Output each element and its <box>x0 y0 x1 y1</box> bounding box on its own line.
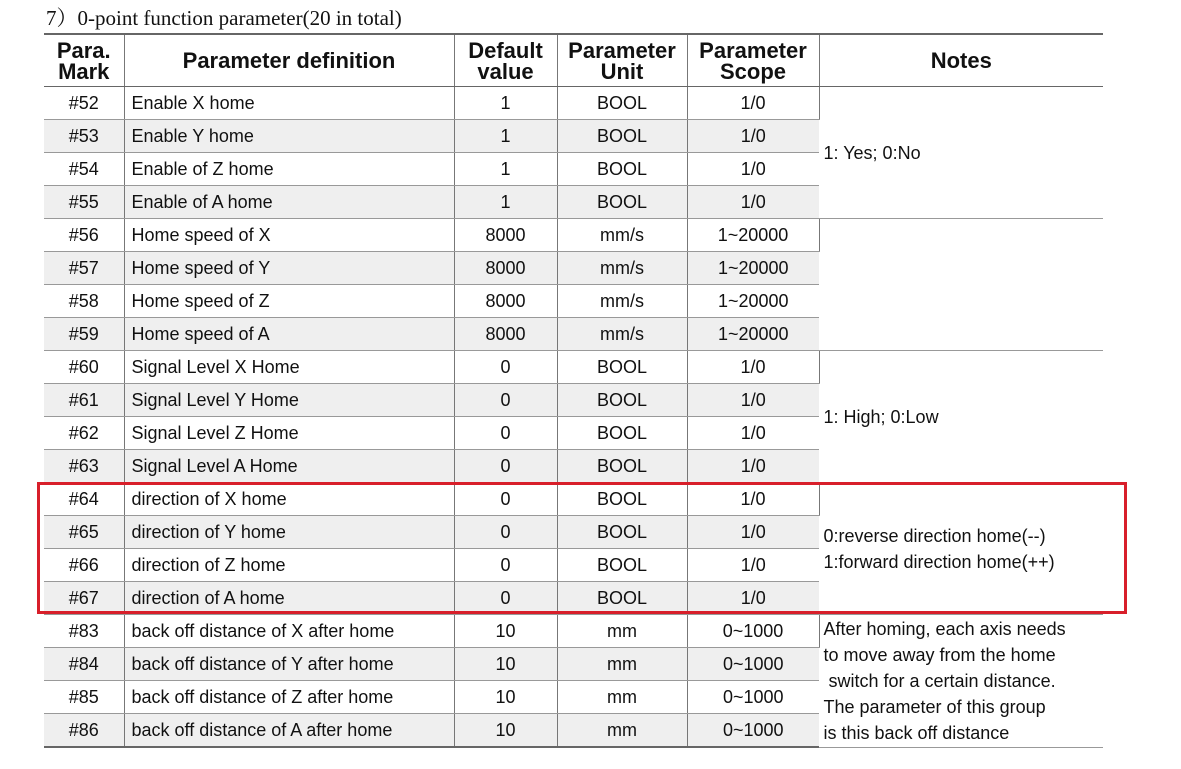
param-mark: #55 <box>44 186 124 219</box>
param-scope: 1/0 <box>687 450 819 483</box>
param-notes <box>819 351 1103 483</box>
param-scope: 1/0 <box>687 582 819 615</box>
param-scope: 1/0 <box>687 351 819 384</box>
note-line: The parameter of this group <box>823 696 1046 717</box>
note-line: 1: High; 0:Low <box>823 406 939 427</box>
header-definition: Parameter definition <box>124 34 454 87</box>
param-mark: #64 <box>44 483 124 516</box>
param-definition: Home speed of X <box>124 219 454 252</box>
param-unit: mm <box>557 714 687 748</box>
param-mark: #65 <box>44 516 124 549</box>
param-definition: back off distance of Y after home <box>124 648 454 681</box>
param-unit: BOOL <box>557 351 687 384</box>
param-scope: 0~1000 <box>687 681 819 714</box>
param-definition: direction of Y home <box>124 516 454 549</box>
param-notes <box>819 87 1103 219</box>
param-mark: #85 <box>44 681 124 714</box>
param-scope: 1/0 <box>687 186 819 219</box>
param-scope: 1~20000 <box>687 252 819 285</box>
param-definition: direction of A home <box>124 582 454 615</box>
param-default-value: 1 <box>454 120 557 153</box>
note-line: is this back off distance <box>823 722 1010 743</box>
param-scope: 1/0 <box>687 153 819 186</box>
param-definition: Signal Level X Home <box>124 351 454 384</box>
param-unit: BOOL <box>557 582 687 615</box>
param-unit: mm/s <box>557 318 687 351</box>
param-scope: 1~20000 <box>687 219 819 252</box>
param-scope: 0~1000 <box>687 648 819 681</box>
table-row <box>44 87 1103 120</box>
param-definition: direction of X home <box>124 483 454 516</box>
header-default-line-1: Default <box>468 37 543 63</box>
header-mark-line-1: Para. <box>56 37 111 63</box>
param-default-value: 0 <box>454 351 557 384</box>
param-mark: #63 <box>44 450 124 483</box>
param-default-value: 0 <box>454 417 557 450</box>
param-unit: BOOL <box>557 153 687 186</box>
param-definition: Enable X home <box>124 87 454 120</box>
header-unit <box>557 34 687 87</box>
header-unit-line-1: Parameter <box>568 37 676 63</box>
param-definition: Enable of Z home <box>124 153 454 186</box>
param-definition: direction of Z home <box>124 549 454 582</box>
param-definition: Home speed of A <box>124 318 454 351</box>
param-unit: BOOL <box>557 450 687 483</box>
param-unit: mm <box>557 681 687 714</box>
param-unit: BOOL <box>557 417 687 450</box>
param-unit: mm <box>557 648 687 681</box>
param-default-value: 8000 <box>454 252 557 285</box>
param-scope: 1/0 <box>687 417 819 450</box>
note-line: switch for a certain distance. <box>823 670 1056 691</box>
param-unit: mm/s <box>557 219 687 252</box>
param-mark: #86 <box>44 714 124 748</box>
note-line: 1: Yes; 0:No <box>823 142 921 163</box>
param-default-value: 0 <box>454 549 557 582</box>
table-row <box>44 615 1103 648</box>
header-default <box>454 34 557 87</box>
table-body <box>44 87 1103 748</box>
param-mark: #60 <box>44 351 124 384</box>
header-scope-line-2: Scope <box>719 58 787 84</box>
param-mark: #61 <box>44 384 124 417</box>
param-default-value: 0 <box>454 483 557 516</box>
param-default-value: 0 <box>454 384 557 417</box>
param-notes <box>819 615 1103 748</box>
header-scope-line-1: Parameter <box>699 37 807 63</box>
param-unit: mm <box>557 615 687 648</box>
param-default-value: 10 <box>454 648 557 681</box>
note-line: 1:forward direction home(++) <box>823 551 1055 572</box>
param-scope: 1/0 <box>687 516 819 549</box>
param-default-value: 8000 <box>454 318 557 351</box>
param-default-value: 0 <box>454 450 557 483</box>
param-default-value: 8000 <box>454 219 557 252</box>
param-mark: #53 <box>44 120 124 153</box>
param-default-value: 1 <box>454 186 557 219</box>
param-mark: #56 <box>44 219 124 252</box>
param-scope: 1~20000 <box>687 285 819 318</box>
param-scope: 1/0 <box>687 87 819 120</box>
param-default-value: 8000 <box>454 285 557 318</box>
header-mark <box>44 34 124 87</box>
param-unit: BOOL <box>557 87 687 120</box>
param-unit: BOOL <box>557 483 687 516</box>
table-row <box>44 483 1103 516</box>
table-header-row <box>44 34 1103 87</box>
param-definition: Home speed of Y <box>124 252 454 285</box>
param-notes <box>819 219 1103 351</box>
param-definition: back off distance of A after home <box>124 714 454 748</box>
note-line: 0:reverse direction home(--) <box>823 525 1046 546</box>
param-scope: 1/0 <box>687 384 819 417</box>
param-definition: Signal Level Y Home <box>124 384 454 417</box>
param-mark: #57 <box>44 252 124 285</box>
parameter-table <box>44 33 1103 748</box>
param-definition: Signal Level Z Home <box>124 417 454 450</box>
header-scope <box>687 34 819 87</box>
param-notes <box>819 483 1103 615</box>
param-mark: #52 <box>44 87 124 120</box>
param-scope: 0~1000 <box>687 615 819 648</box>
param-unit: BOOL <box>557 120 687 153</box>
param-definition: Enable Y home <box>124 120 454 153</box>
param-definition: back off distance of Z after home <box>124 681 454 714</box>
param-scope: 1/0 <box>687 549 819 582</box>
param-unit: BOOL <box>557 186 687 219</box>
param-definition: back off distance of X after home <box>124 615 454 648</box>
param-scope: 1~20000 <box>687 318 819 351</box>
note-line <box>824 272 1104 298</box>
param-mark: #59 <box>44 318 124 351</box>
param-default-value: 10 <box>454 714 557 748</box>
param-definition: Enable of A home <box>124 186 454 219</box>
param-mark: #67 <box>44 582 124 615</box>
section-title: 7）0-point function parameter(20 in total) <box>46 6 402 30</box>
note-line: After homing, each axis needs <box>823 618 1066 639</box>
param-unit: mm/s <box>557 252 687 285</box>
param-unit: mm/s <box>557 285 687 318</box>
param-definition: Home speed of Z <box>124 285 454 318</box>
header-unit-line-2: Unit <box>600 58 644 84</box>
param-mark: #62 <box>44 417 124 450</box>
header-notes: Notes <box>819 34 1103 87</box>
param-unit: BOOL <box>557 549 687 582</box>
param-default-value: 0 <box>454 582 557 615</box>
note-line: to move away from the home <box>823 644 1056 665</box>
param-scope: 0~1000 <box>687 714 819 748</box>
table-row <box>44 351 1103 384</box>
param-scope: 1/0 <box>687 483 819 516</box>
param-definition: Signal Level A Home <box>124 450 454 483</box>
param-unit: BOOL <box>557 516 687 549</box>
header-default-line-2: value <box>477 58 534 84</box>
param-default-value: 0 <box>454 516 557 549</box>
param-mark: #66 <box>44 549 124 582</box>
param-scope: 1/0 <box>687 120 819 153</box>
param-default-value: 10 <box>454 615 557 648</box>
param-mark: #83 <box>44 615 124 648</box>
param-unit: BOOL <box>557 384 687 417</box>
param-mark: #84 <box>44 648 124 681</box>
header-mark-line-2: Mark <box>58 58 110 84</box>
param-mark: #58 <box>44 285 124 318</box>
param-default-value: 1 <box>454 153 557 186</box>
param-mark: #54 <box>44 153 124 186</box>
param-default-value: 1 <box>454 87 557 120</box>
table-row <box>44 219 1103 252</box>
param-default-value: 10 <box>454 681 557 714</box>
